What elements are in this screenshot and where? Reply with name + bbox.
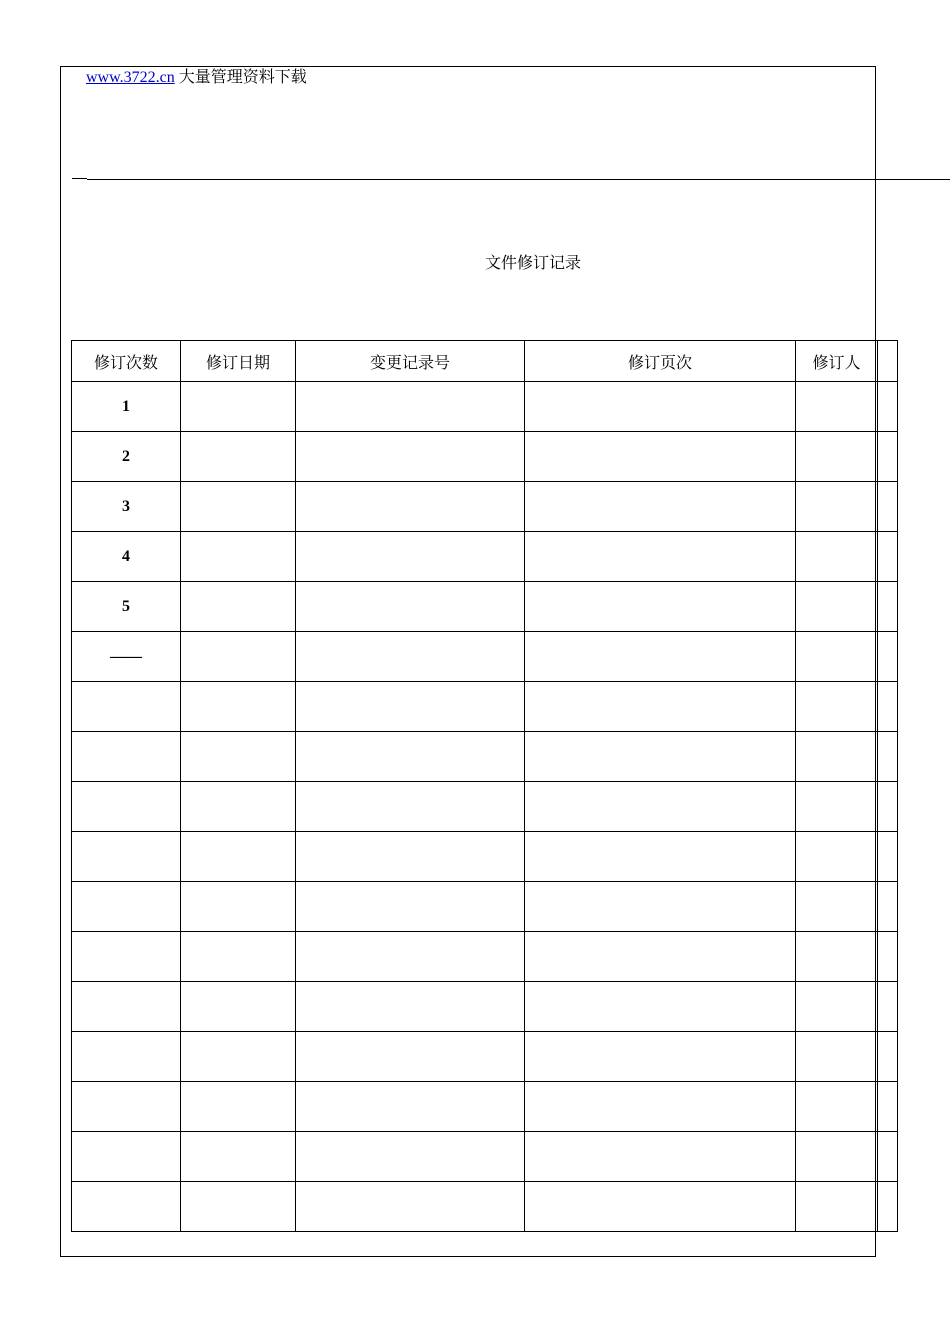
table-cell (296, 982, 525, 1032)
table-cell (796, 482, 878, 532)
table-cell (181, 882, 296, 932)
table-cell (878, 582, 898, 632)
table-cell (181, 582, 296, 632)
table-cell (181, 932, 296, 982)
table-cell (525, 1082, 796, 1132)
table-cell (181, 732, 296, 782)
table-cell (181, 1082, 296, 1132)
table-cell (181, 532, 296, 582)
revision-table (71, 340, 898, 1232)
table-cell (796, 382, 878, 432)
table-cell (72, 1132, 181, 1182)
column-header-revision-date: 修订日期 (181, 341, 296, 382)
table-cell (72, 1182, 181, 1232)
table-cell (525, 382, 796, 432)
table-cell (296, 1032, 525, 1082)
table-cell (878, 882, 898, 932)
table-row (72, 932, 898, 982)
table-cell: 1 (72, 382, 181, 432)
table-cell (796, 982, 878, 1032)
table-row (72, 582, 898, 632)
table-cell (796, 632, 878, 682)
table-body (72, 382, 898, 1232)
table-cell (296, 1082, 525, 1132)
table-cell (296, 732, 525, 782)
table-cell (796, 832, 878, 882)
table-row (72, 782, 898, 832)
table-cell (878, 1132, 898, 1182)
table-cell (296, 382, 525, 432)
table-cell (181, 682, 296, 732)
table-cell (181, 1182, 296, 1232)
table-cell (181, 432, 296, 482)
table-row (72, 632, 898, 682)
table-cell (296, 1182, 525, 1232)
table-cell (525, 1032, 796, 1082)
table-cell (72, 1082, 181, 1132)
table-cell (296, 432, 525, 482)
table-cell (296, 832, 525, 882)
table-cell (796, 582, 878, 632)
table-cell (796, 1182, 878, 1232)
table-cell (525, 582, 796, 632)
table-cell (296, 532, 525, 582)
table-cell (72, 682, 181, 732)
table-cell (181, 1132, 296, 1182)
table-cell (525, 682, 796, 732)
header-rule-stub (72, 178, 87, 179)
table-row (72, 1082, 898, 1132)
table-cell (296, 482, 525, 532)
table-row (72, 882, 898, 932)
table-cell (878, 732, 898, 782)
table-cell (878, 932, 898, 982)
table-cell (296, 882, 525, 932)
table-cell (525, 832, 796, 882)
table-cell (72, 1032, 181, 1082)
table-row (72, 832, 898, 882)
table-cell (525, 732, 796, 782)
table-cell (878, 1182, 898, 1232)
table-cell (525, 1182, 796, 1232)
table-cell (296, 1132, 525, 1182)
table-row (72, 432, 898, 482)
table-row (72, 682, 898, 732)
table-cell (878, 982, 898, 1032)
column-header-reviser: 修订人 (796, 341, 878, 382)
table-cell (72, 882, 181, 932)
table-cell: 2 (72, 432, 181, 482)
table-cell (525, 532, 796, 582)
table-cell (525, 632, 796, 682)
table-row (72, 1032, 898, 1082)
table-cell (181, 782, 296, 832)
table-cell (296, 582, 525, 632)
table-cell (796, 732, 878, 782)
table-cell (181, 832, 296, 882)
table-row (72, 382, 898, 432)
column-header-revision-no: 修订次数 (72, 341, 181, 382)
table-cell (525, 782, 796, 832)
table-cell (796, 682, 878, 732)
table-cell (525, 932, 796, 982)
table-cell (181, 1032, 296, 1082)
table-cell (72, 732, 181, 782)
table-cell (72, 832, 181, 882)
table-cell (796, 932, 878, 982)
table-cell (796, 532, 878, 582)
table-cell (181, 382, 296, 432)
table-cell (525, 982, 796, 1032)
table-cell (796, 782, 878, 832)
column-header-change-record-no: 变更记录号 (296, 341, 525, 382)
table-cell (296, 632, 525, 682)
table-cell (878, 632, 898, 682)
table-cell (878, 432, 898, 482)
table-cell (181, 482, 296, 532)
table-cell (878, 1032, 898, 1082)
table-row (72, 532, 898, 582)
table-cell: 3 (72, 482, 181, 532)
table-cell (796, 882, 878, 932)
header-tagline: 大量管理资料下载 (178, 69, 307, 86)
table-cell (525, 432, 796, 482)
table-cell (878, 1082, 898, 1132)
table-cell (878, 682, 898, 732)
table-header-row (72, 341, 898, 382)
table-cell (878, 532, 898, 582)
table-cell (72, 782, 181, 832)
table-cell (796, 1082, 878, 1132)
table-cell (181, 982, 296, 1032)
table-cell: 5 (72, 582, 181, 632)
table-cell (796, 1132, 878, 1182)
table-cell (796, 1032, 878, 1082)
table-cell (72, 932, 181, 982)
table-cell (181, 632, 296, 682)
table-cell (72, 982, 181, 1032)
table-row (72, 1182, 898, 1232)
document-title: 文件修订记录 (484, 255, 581, 272)
table-cell (878, 782, 898, 832)
page-header (86, 68, 307, 88)
table-cell (525, 1132, 796, 1182)
column-header-extra (878, 341, 898, 382)
table-cell (878, 832, 898, 882)
column-header-revised-pages: 修订页次 (525, 341, 796, 382)
table-cell (525, 882, 796, 932)
table-cell (878, 382, 898, 432)
site-link[interactable]: www.3722.cn (86, 69, 175, 86)
table-row (72, 482, 898, 532)
table-cell (296, 932, 525, 982)
table-cell (296, 682, 525, 732)
table-cell: —— (72, 632, 181, 682)
table-row (72, 982, 898, 1032)
table-cell (878, 482, 898, 532)
table-cell: 4 (72, 532, 181, 582)
table-row (72, 1132, 898, 1182)
header-rule (87, 179, 950, 180)
table-cell (525, 482, 796, 532)
table-row (72, 732, 898, 782)
table-cell (296, 782, 525, 832)
table-cell (796, 432, 878, 482)
